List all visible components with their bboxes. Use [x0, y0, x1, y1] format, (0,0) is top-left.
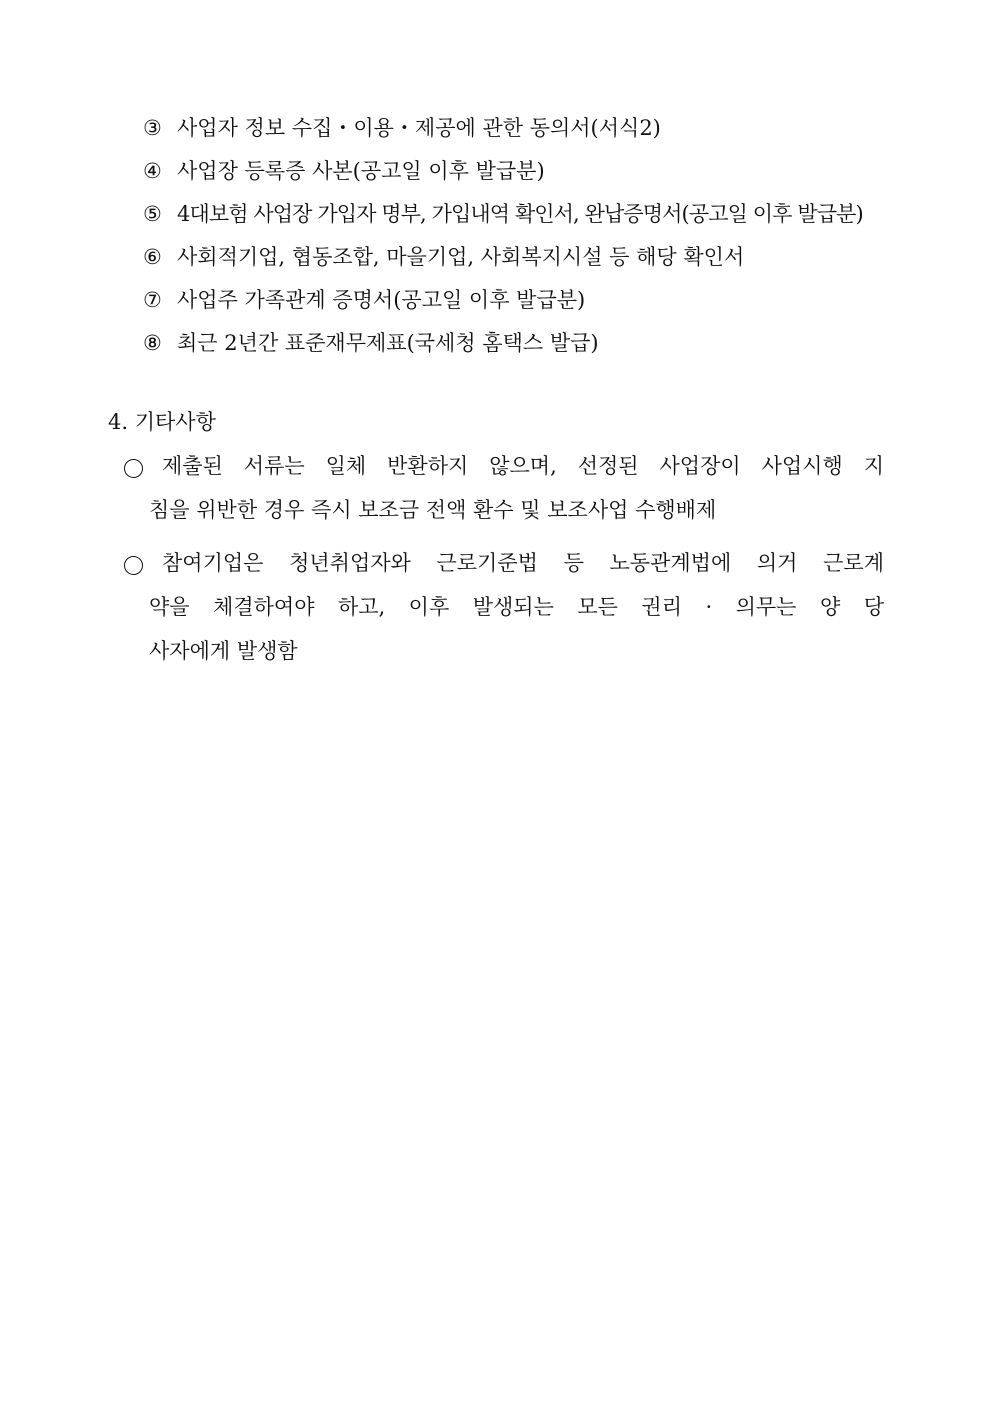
notes-list: [124, 452, 884, 690]
circle-bullet-icon: [124, 459, 143, 478]
section-heading: 4. 기타사항: [108, 410, 216, 434]
item-text: 사업주 가족관계 증명서(공고일 이후 발급분): [177, 288, 586, 312]
item-text: 사회적기업, 협동조합, 마을기업, 사회복지시설 등 해당 확인서: [177, 245, 745, 269]
document-item: [143, 201, 903, 244]
item-number: ⑥: [143, 245, 162, 269]
note-item: [124, 549, 884, 681]
document-item: [143, 115, 903, 158]
circle-bullet-icon: [124, 556, 143, 575]
item-number: ③: [143, 116, 162, 140]
note-line: 제출된 서류는 일체 반환하지 않으며, 선정된 사업장이 사업시행 지: [162, 454, 884, 478]
item-number: ④: [143, 159, 162, 183]
document-item: [143, 244, 903, 287]
note-line: 참여기업은 청년취업자와 근로기준법 등 노동관계법에 의거 근로계: [162, 551, 884, 575]
note-line: 사자에게 발생함: [149, 639, 298, 663]
required-documents-list: [143, 115, 903, 373]
item-text: 최근 2년간 표준재무제표(국세청 홈택스 발급): [177, 331, 599, 355]
item-text: 사업자 정보 수집・이용・제공에 관한 동의서(서식2): [177, 116, 661, 140]
note-line: 침을 위반한 경우 즉시 보조금 전액 환수 및 보조사업 수행배제: [149, 498, 717, 522]
note-item: [124, 452, 884, 540]
item-number: ⑧: [143, 331, 162, 355]
item-text: 사업장 등록증 사본(공고일 이후 발급분): [177, 159, 545, 183]
item-number: ⑦: [143, 288, 162, 312]
document-item: [143, 287, 903, 330]
document-item: [143, 158, 903, 201]
item-text: 4대보험 사업장 가입자 명부, 가입내역 확인서, 완납증명서(공고일 이후 발급분): [177, 202, 863, 226]
document-item: [143, 330, 903, 373]
note-line: 약을 체결하여야 하고, 이후 발생되는 모든 권리 · 의무는 양 당: [149, 595, 884, 619]
item-number: ⑤: [143, 202, 161, 226]
